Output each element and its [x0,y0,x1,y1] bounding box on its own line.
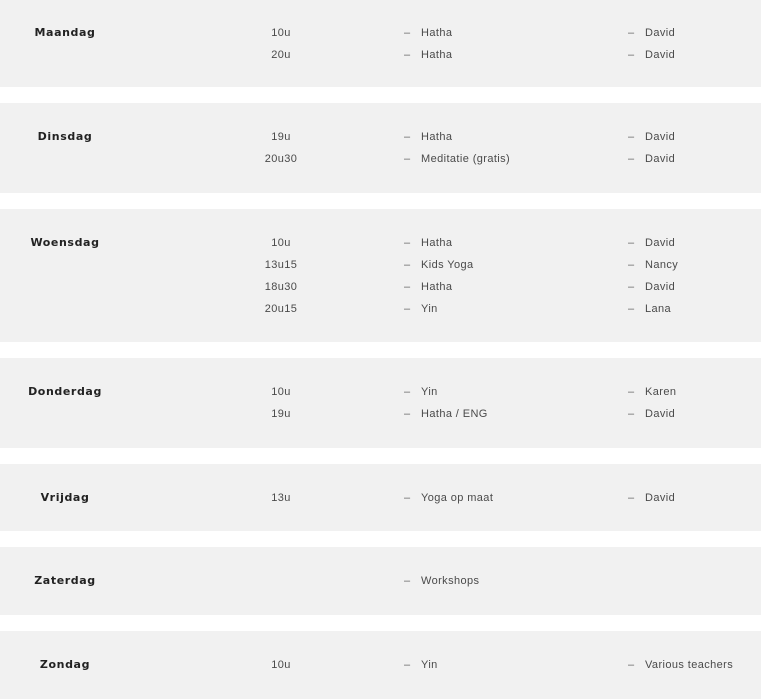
session-teacher: Karen [645,386,677,398]
session-teacher: David [645,49,676,61]
separator-dash: – [404,281,411,293]
session-teacher: David [645,492,676,504]
session-class: Hatha [421,131,453,143]
session-teacher: David [645,153,676,165]
separator-dash: – [404,153,411,165]
session-time: 18u30 [264,281,298,293]
session-time: 20u15 [264,303,298,315]
day-block-zaterdag [0,547,761,615]
separator-dash: – [628,659,635,671]
session-class: Yin [421,386,438,398]
separator-dash: – [404,492,411,504]
separator-dash: – [628,492,635,504]
separator-dash: – [404,408,411,420]
day-block-woensdag [0,209,761,342]
session-teacher: Various teachers [645,659,734,671]
session-class: Kids Yoga [421,259,474,271]
day-label: Dinsdag [37,130,93,143]
session-teacher: Lana [645,303,672,315]
day-label: Maandag [34,26,96,39]
session-teacher: David [645,237,676,249]
day-label: Woensdag [30,236,100,249]
day-label: Donderdag [28,385,102,398]
session-teacher: David [645,131,676,143]
separator-dash: – [404,659,411,671]
separator-dash: – [404,259,411,271]
separator-dash: – [628,237,635,249]
session-teacher: David [645,27,676,39]
session-class: Hatha / ENG [421,408,488,420]
session-time: 20u30 [264,153,298,165]
session-time: 20u [271,49,291,61]
separator-dash: – [628,386,635,398]
day-block-maandag [0,0,761,87]
session-class: Hatha [421,27,453,39]
session-time: 19u [271,131,291,143]
session-time: 10u [271,659,291,671]
day-block-vrijdag [0,464,761,531]
day-block-donderdag [0,358,761,448]
separator-dash: – [628,153,635,165]
session-class: Yin [421,659,438,671]
day-label: Zaterdag [34,574,96,587]
session-class: Hatha [421,237,453,249]
separator-dash: – [404,303,411,315]
separator-dash: – [628,131,635,143]
separator-dash: – [628,27,635,39]
separator-dash: – [404,386,411,398]
session-teacher: David [645,408,676,420]
day-label: Vrijdag [40,491,90,504]
session-class: Yoga op maat [421,492,494,504]
session-class: Meditatie (gratis) [421,153,511,165]
separator-dash: – [628,49,635,61]
session-time: 19u [271,408,291,420]
session-time: 10u [271,386,291,398]
separator-dash: – [628,303,635,315]
session-time: 13u15 [264,259,298,271]
separator-dash: – [628,408,635,420]
separator-dash: – [404,49,411,61]
session-teacher: David [645,281,676,293]
day-block-zondag [0,631,761,699]
session-class: Workshops [421,575,480,587]
session-time: 10u [271,27,291,39]
session-class: Hatha [421,281,453,293]
separator-dash: – [628,259,635,271]
separator-dash: – [404,27,411,39]
separator-dash: – [404,575,411,587]
session-time: 13u [271,492,291,504]
day-block-dinsdag [0,103,761,193]
session-teacher: Nancy [645,259,679,271]
separator-dash: – [628,281,635,293]
separator-dash: – [404,237,411,249]
session-time: 10u [271,237,291,249]
separator-dash: – [404,131,411,143]
session-class: Hatha [421,49,453,61]
day-label: Zondag [39,658,91,671]
session-class: Yin [421,303,438,315]
